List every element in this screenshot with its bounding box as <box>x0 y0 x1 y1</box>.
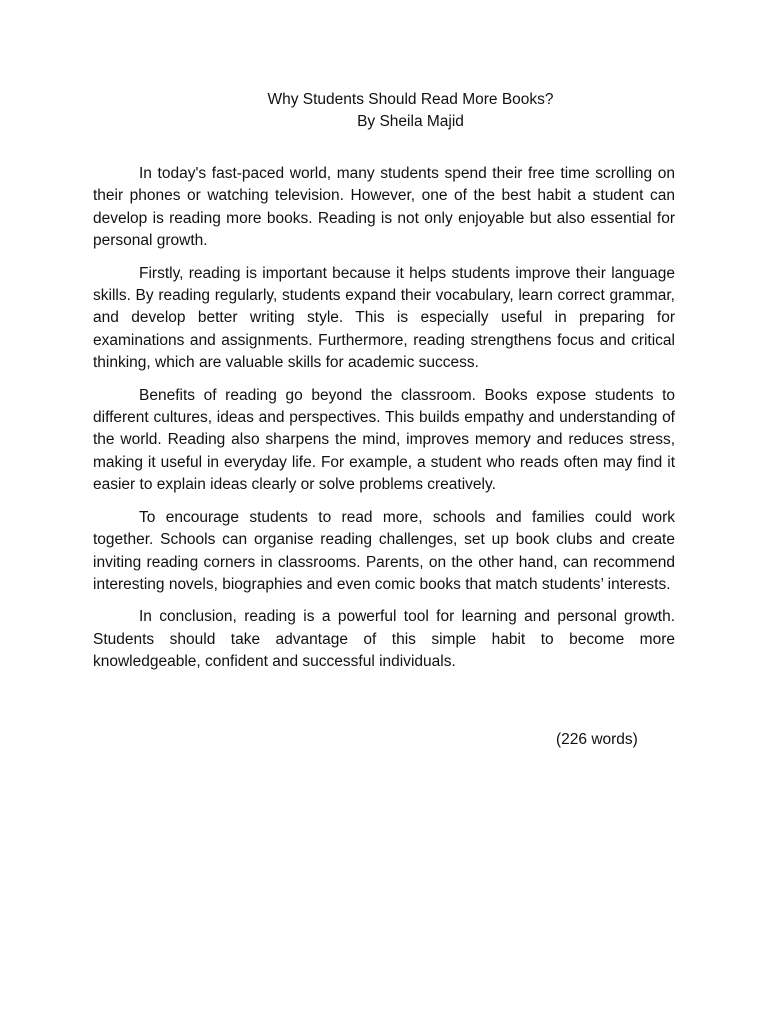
paragraph-language-skills: Firstly, reading is important because it helps students improve their language skills. By reading regularly, students expand their vocabulary, learn correct grammar, and develop better writing style. This is especially useful in preparing for examinations and assignments. Furthermore, reading strengthens focus and critical thinking, which are valuable skills for academic success. <box>93 264 675 372</box>
paragraph-encouragement: To encourage students to read more, schools and families could work together. Schools can organise reading challenges, set up book clubs and create inviting reading corners in classrooms. Parents, on the other hand, can recommend interesting novels, biographies and even comic books that match students’ interests. <box>93 508 675 593</box>
paragraph-conclusion: In conclusion, reading is a powerful tool for learning and personal growth. Students should take advantage of this simple habit to become more knowledgeable, confident and successful individuals. <box>93 608 675 671</box>
paragraph-benefits: Benefits of reading go beyond the classroom. Books expose students to different cultures, ideas and perspectives. This builds empathy and understanding of the world. Reading also sharpens the mind, improves memory and reduces stress, making it useful in everyday life. For example, a student who reads often may find it easier to explain ideas clearly or solve problems creatively. <box>93 386 675 494</box>
paragraph-introduction: In today's fast-paced world, many students spend their free time scrolling on their phones or watching television. However, one of the best habit a student can develop is reading more books. Reading is not only enjoyable but also essential for personal growth. <box>93 165 675 250</box>
essay-title: Why Students Should Read More Books? <box>267 91 554 108</box>
essay-author: By Sheila Majid <box>357 113 464 130</box>
title-block <box>0 89 768 133</box>
essay-body <box>93 163 675 684</box>
word-count: (226 words) <box>556 731 638 748</box>
